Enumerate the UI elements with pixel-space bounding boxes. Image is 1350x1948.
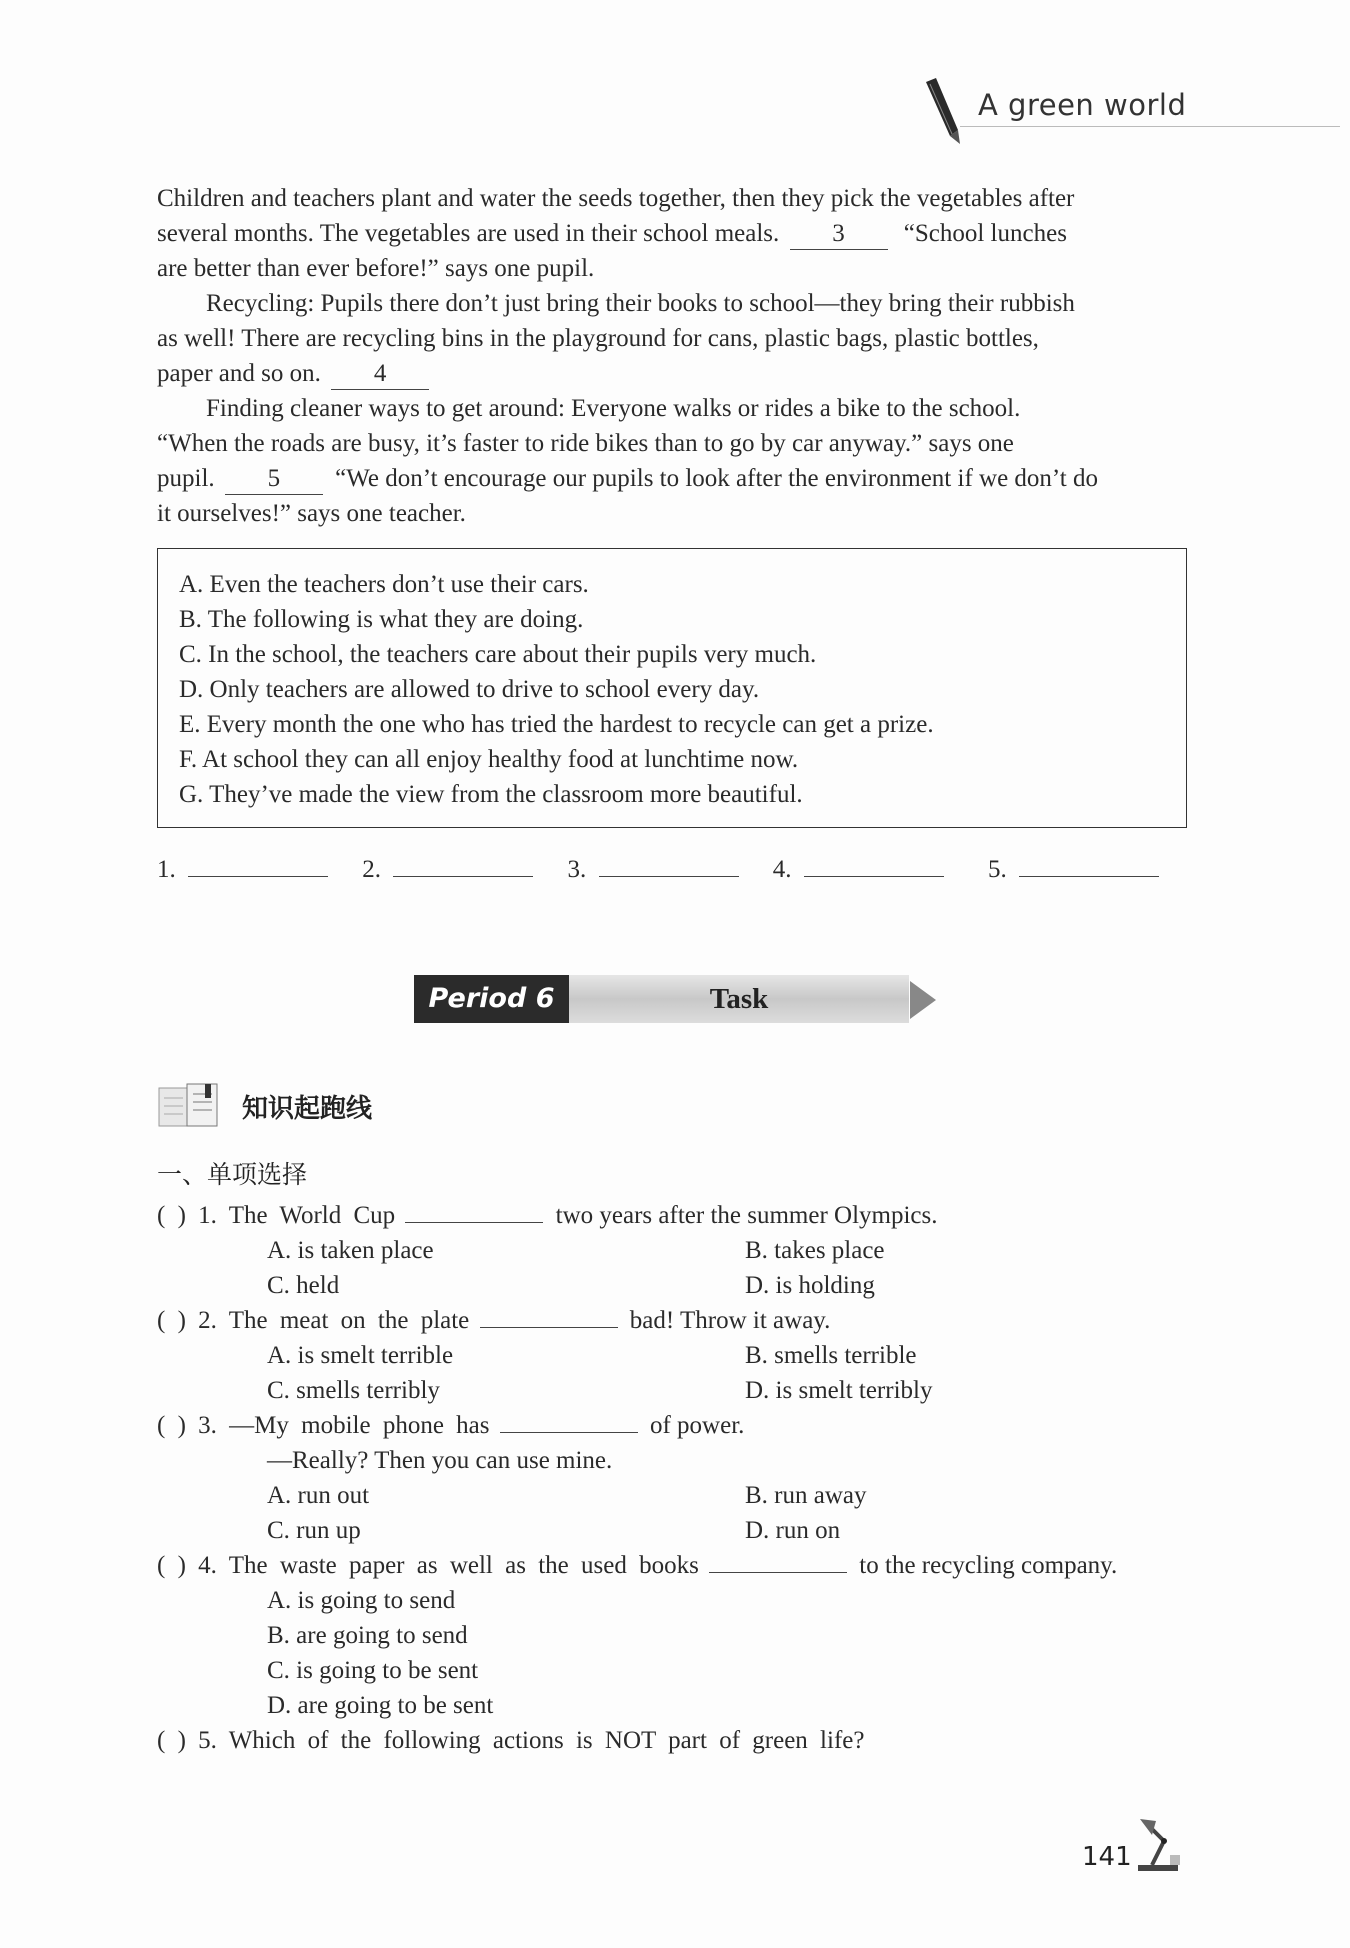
q1-option-c: C. held — [267, 1272, 340, 1299]
q1-option-b: B. takes place — [745, 1237, 885, 1264]
question-4-stem-end: to the recycling company. — [859, 1552, 1118, 1579]
q2-option-d: D. is smelt terribly — [745, 1377, 933, 1404]
section-subtitle: 一、单项选择 — [157, 1160, 308, 1189]
passage-text: several months. The vegetables are used in their school meals. — [157, 220, 780, 247]
option-d: D. Only teachers are allowed to drive to school every day. — [179, 676, 760, 703]
question-1-blank[interactable] — [405, 1222, 543, 1223]
question-4 — [157, 1548, 1117, 1583]
passage-text: “School lunches — [903, 220, 1067, 247]
pen-icon — [918, 78, 968, 148]
q3-option-c: C. run up — [267, 1517, 361, 1544]
answer-blank-4[interactable] — [804, 876, 944, 877]
q3-option-b: B. run away — [745, 1482, 867, 1509]
passage-text: “We don’t encourage our pupils to look after the environment if we don’t do — [335, 465, 1098, 492]
option-f: F. At school they can all enjoy healthy food at lunchtime now. — [179, 746, 799, 773]
q2-option-b: B. smells terrible — [745, 1342, 917, 1369]
answer-label-5: 5. — [988, 856, 1007, 883]
answer-label-1: 1. — [157, 856, 176, 883]
book-icon — [157, 1082, 223, 1130]
question-4-stem: ( ) 4. The waste paper as well as the used books — [157, 1552, 699, 1579]
passage-line-1: Children and teachers plant and water the seeds together, then they pick the vegetables after — [157, 185, 1075, 212]
header-rule — [960, 126, 1340, 127]
passage-line-9 — [157, 461, 1098, 496]
question-2 — [157, 1303, 830, 1338]
blank-3[interactable]: 3 — [790, 219, 888, 250]
question-3-stem-end: of power. — [649, 1412, 745, 1439]
desk-lamp-icon — [1130, 1815, 1190, 1875]
arrow-right-icon — [902, 979, 942, 1026]
period-label: Period 6 — [414, 975, 569, 1023]
chapter-title: A green world — [978, 88, 1187, 122]
question-2-blank[interactable] — [480, 1327, 618, 1328]
question-2-stem-end: bad! Throw it away. — [629, 1307, 831, 1334]
q4-option-a: A. is going to send — [267, 1587, 456, 1614]
answer-blank-1[interactable] — [188, 876, 328, 877]
passage-text: pupil. — [157, 465, 215, 492]
answer-label-4: 4. — [772, 856, 792, 883]
option-e: E. Every month the one who has tried the hardest to recycle can get a prize. — [179, 711, 934, 738]
question-3-stem: ( ) 3. —My mobile phone has — [157, 1412, 490, 1439]
passage-line-7: Finding cleaner ways to get around: Everyone walks or rides a bike to the school. — [206, 395, 1021, 422]
passage-line-10: it ourselves!” says one teacher. — [157, 500, 466, 527]
question-4-blank[interactable] — [709, 1572, 847, 1573]
passage-line-8: “When the roads are busy, it’s faster to ride bikes than to go by car anyway.” says one — [157, 430, 1014, 457]
option-g: G. They’ve made the view from the classroom more beautiful. — [179, 781, 803, 808]
q4-option-c: C. is going to be sent — [267, 1657, 479, 1684]
q3-option-d: D. run on — [745, 1517, 841, 1544]
question-3-blank[interactable] — [500, 1432, 638, 1433]
option-a: A. Even the teachers don’t use their cars. — [179, 571, 589, 598]
section-title: 知识起跑线 — [242, 1094, 373, 1124]
question-3-reply: —Really? Then you can use mine. — [267, 1447, 613, 1474]
question-1-stem: ( ) 1. The World Cup — [157, 1202, 396, 1229]
passage-line-3: are better than ever before!” says one pupil. — [157, 255, 595, 282]
q4-option-b: B. are going to send — [267, 1622, 468, 1649]
passage-line-6 — [157, 356, 429, 391]
q4-option-d: D. are going to be sent — [267, 1692, 494, 1719]
question-3 — [157, 1408, 744, 1443]
q1-option-d: D. is holding — [745, 1272, 875, 1299]
passage-line-2 — [157, 216, 1067, 251]
answer-blank-3[interactable] — [599, 876, 739, 877]
blank-4[interactable]: 4 — [331, 359, 429, 390]
q3-option-a: A. run out — [267, 1482, 370, 1509]
blank-5[interactable]: 5 — [225, 464, 323, 495]
option-c: C. In the school, the teachers care about their pupils very much. — [179, 641, 817, 668]
answer-blank-5[interactable] — [1019, 876, 1159, 877]
period-name: Task — [569, 975, 909, 1023]
q2-option-a: A. is smelt terrible — [267, 1342, 454, 1369]
q1-option-a: A. is taken place — [267, 1237, 434, 1264]
answer-row — [157, 852, 1159, 887]
passage-text: paper and so on. — [157, 360, 321, 387]
answer-blank-2[interactable] — [393, 876, 533, 877]
question-1 — [157, 1198, 938, 1233]
question-1-stem-end: two years after the summer Olympics. — [555, 1202, 938, 1229]
q2-option-c: C. smells terribly — [267, 1377, 440, 1404]
question-5: ( ) 5. Which of the following actions is NOT part of green life? — [157, 1727, 865, 1754]
option-b: B. The following is what they are doing. — [179, 606, 584, 633]
passage-line-5: as well! There are recycling bins in the playground for cans, plastic bags, plastic bottles, — [157, 325, 1039, 352]
answer-label-3: 3. — [567, 856, 587, 883]
question-2-stem: ( ) 2. The meat on the plate — [157, 1307, 470, 1334]
answer-label-2: 2. — [362, 856, 381, 883]
passage-line-4: Recycling: Pupils there don’t just bring their books to school—they bring their rubbish — [206, 290, 1075, 317]
page-number: 141 — [1082, 1842, 1132, 1872]
